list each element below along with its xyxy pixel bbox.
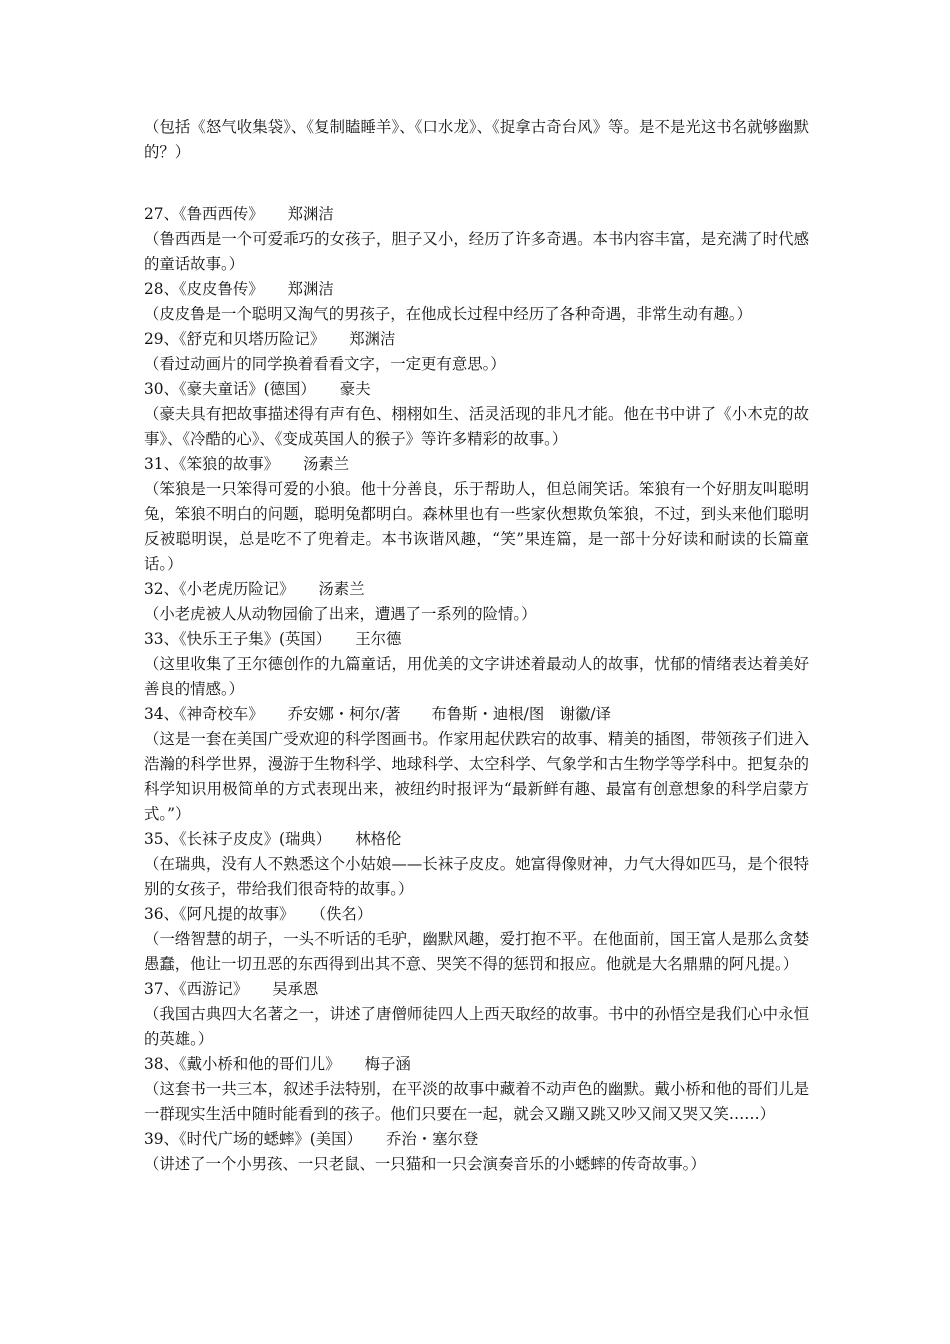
book-title: 31、《笨狼的故事》 [144, 455, 280, 473]
book-author: 汤素兰 [303, 455, 350, 473]
book-entry [144, 977, 809, 1052]
book-author: 郑渊洁 [287, 280, 334, 298]
book-author: （佚名） [318, 905, 373, 923]
intro-paragraph: （包括《怒气收集袋》、《复制瞌睡羊》、《口水龙》、《捉拿古奇台风》等。是不是光这书名就够幽默的？） [144, 118, 809, 161]
book-title: 29、《舒克和贝塔历险记》 [144, 330, 326, 348]
book-author: 林格伦 [355, 830, 402, 848]
book-description: （讲述了一个小男孩、一只老鼠、一只猫和一只会演奏音乐的小蟋蟀的传奇故事。） [144, 1155, 706, 1173]
book-title: 37、《西游记》 [144, 980, 249, 998]
book-description: （鲁西西是一个可爱乖巧的女孩子，胆子又小，经历了许多奇遇。本书内容丰富，是充满了时代感的童话故事。） [144, 230, 809, 273]
book-entry [144, 902, 809, 977]
book-description: （我国古典四大名著之一，讲述了唐僧师徒四人上西天取经的故事。书中的孙悟空是我们心中永恒的英雄。） [144, 1005, 809, 1048]
book-title-line [144, 902, 809, 927]
book-title: 39、《时代广场的蟋蟀》(美国） [144, 1130, 362, 1148]
book-description: （在瑞典，没有人不熟悉这个小姑娘——长袜子皮皮。她富得像财神，力气大得如匹马，是个很特别的女孩子，带给我们很奇特的故事。） [144, 855, 809, 898]
book-title-line [144, 202, 809, 227]
book-title-line [144, 277, 809, 302]
book-title-line [144, 327, 809, 352]
book-title: 30、《豪夫童话》(德国） [144, 380, 316, 398]
book-title-line [144, 1127, 809, 1152]
book-author: 乔安娜・柯尔/著 布鲁斯・迪根/图 谢徽/译 [287, 705, 611, 723]
book-description: （笨狼是一只笨得可爱的小狼。他十分善良，乐于帮助人，但总闹笑话。笨狼有一个好朋友叫聪明兔，笨狼不明白的问题，聪明兔都明白。森林里也有一些家伙想欺负笨狼，不过，到头来他们聪明反被聪明误，总是吃不了兜着走。本书诙谐风趣，“笑”果连篇，是一部十分好读和耐读的长篇童话。） [144, 480, 809, 573]
book-title: 33、《快乐王子集》(英国） [144, 630, 332, 648]
book-entry [144, 827, 809, 902]
book-title-line [144, 977, 809, 1002]
book-title-line [144, 577, 809, 602]
book-title: 34、《神奇校车》 [144, 705, 264, 723]
book-title-line [144, 627, 809, 652]
book-title: 27、《鲁西西传》 [144, 205, 264, 223]
book-description: （小老虎被人从动物园偷了出来，遭遇了一系列的险情。） [144, 605, 537, 623]
book-entry [144, 277, 809, 327]
book-entry [144, 577, 809, 627]
book-description: （这是一套在美国广受欢迎的科学图画书。作家用起伏跌宕的故事、精美的插图，带领孩子们进入浩瀚的科学世界，漫游于生物科学、地球科学、太空科学、气象学和古生物学等学科中。把复杂的科学知识用极简单的方式表现出来，被纽约时报评为“最新鲜有趣、最富有创意想象的科学启蒙方式。”） [144, 730, 809, 823]
book-author: 王尔德 [355, 630, 402, 648]
book-title-line [144, 1052, 809, 1077]
book-author: 汤素兰 [318, 580, 365, 598]
book-title: 28、《皮皮鲁传》 [144, 280, 264, 298]
book-author: 梅子涵 [364, 1055, 411, 1073]
book-title: 32、《小老虎历险记》 [144, 580, 295, 598]
book-description: （这套书一共三本，叙述手法特别，在平淡的故事中藏着不动声色的幽默。戴小桥和他的哥们儿是一群现实生活中随时能看到的孩子。他们只要在一起，就会又蹦又跳又吵又闹又哭又笑……） [144, 1080, 809, 1123]
book-author: 郑渊洁 [349, 330, 396, 348]
book-description: （这里收集了王尔德创作的九篇童话，用优美的文字讲述着最动人的故事，忧郁的情绪表达着美好善良的情感。） [144, 655, 809, 698]
book-author: 乔治・塞尔登 [385, 1130, 479, 1148]
book-entry [144, 1052, 809, 1127]
book-description: （皮皮鲁是一个聪明又淘气的男孩子，在他成长过程中经历了各种奇遇，非常生动有趣。） [144, 305, 752, 323]
book-entry [144, 377, 809, 452]
book-title: 35、《长袜子皮皮》(瑞典） [144, 830, 332, 848]
book-title: 36、《阿凡提的故事》 [144, 905, 295, 923]
book-description: （豪夫具有把故事描述得有声有色、栩栩如生、活灵活现的非凡才能。他在书中讲了《小木克的故事》、《冷酷的心》、《变成英国人的猴子》等许多精彩的故事。） [144, 405, 809, 448]
book-author: 郑渊洁 [287, 205, 334, 223]
book-title-line [144, 702, 809, 727]
book-title-line [144, 452, 809, 477]
book-title-line [144, 827, 809, 852]
book-description: （看过动画片的同学换着看看文字，一定更有意思。） [144, 355, 506, 373]
book-author: 吴承恩 [272, 980, 319, 998]
book-entry [144, 1127, 809, 1177]
book-description: （一绺智慧的胡子，一头不听话的毛驴，幽默风趣，爱打抱不平。在他面前，国王富人是那么贪婪愚蠢，他让一切丑恶的东西得到出其不意、哭笑不得的惩罚和报应。他就是大名鼎鼎的阿凡提。） [144, 930, 809, 973]
book-entry [144, 202, 809, 277]
book-title: 38、《戴小桥和他的哥们儿》 [144, 1055, 341, 1073]
book-author: 豪夫 [339, 380, 371, 398]
book-entry [144, 452, 809, 577]
book-title-line [144, 377, 809, 402]
document-page [144, 115, 809, 1177]
book-entry [144, 702, 809, 827]
book-entry [144, 327, 809, 377]
book-entry [144, 627, 809, 702]
paragraph-spacer [144, 165, 809, 202]
